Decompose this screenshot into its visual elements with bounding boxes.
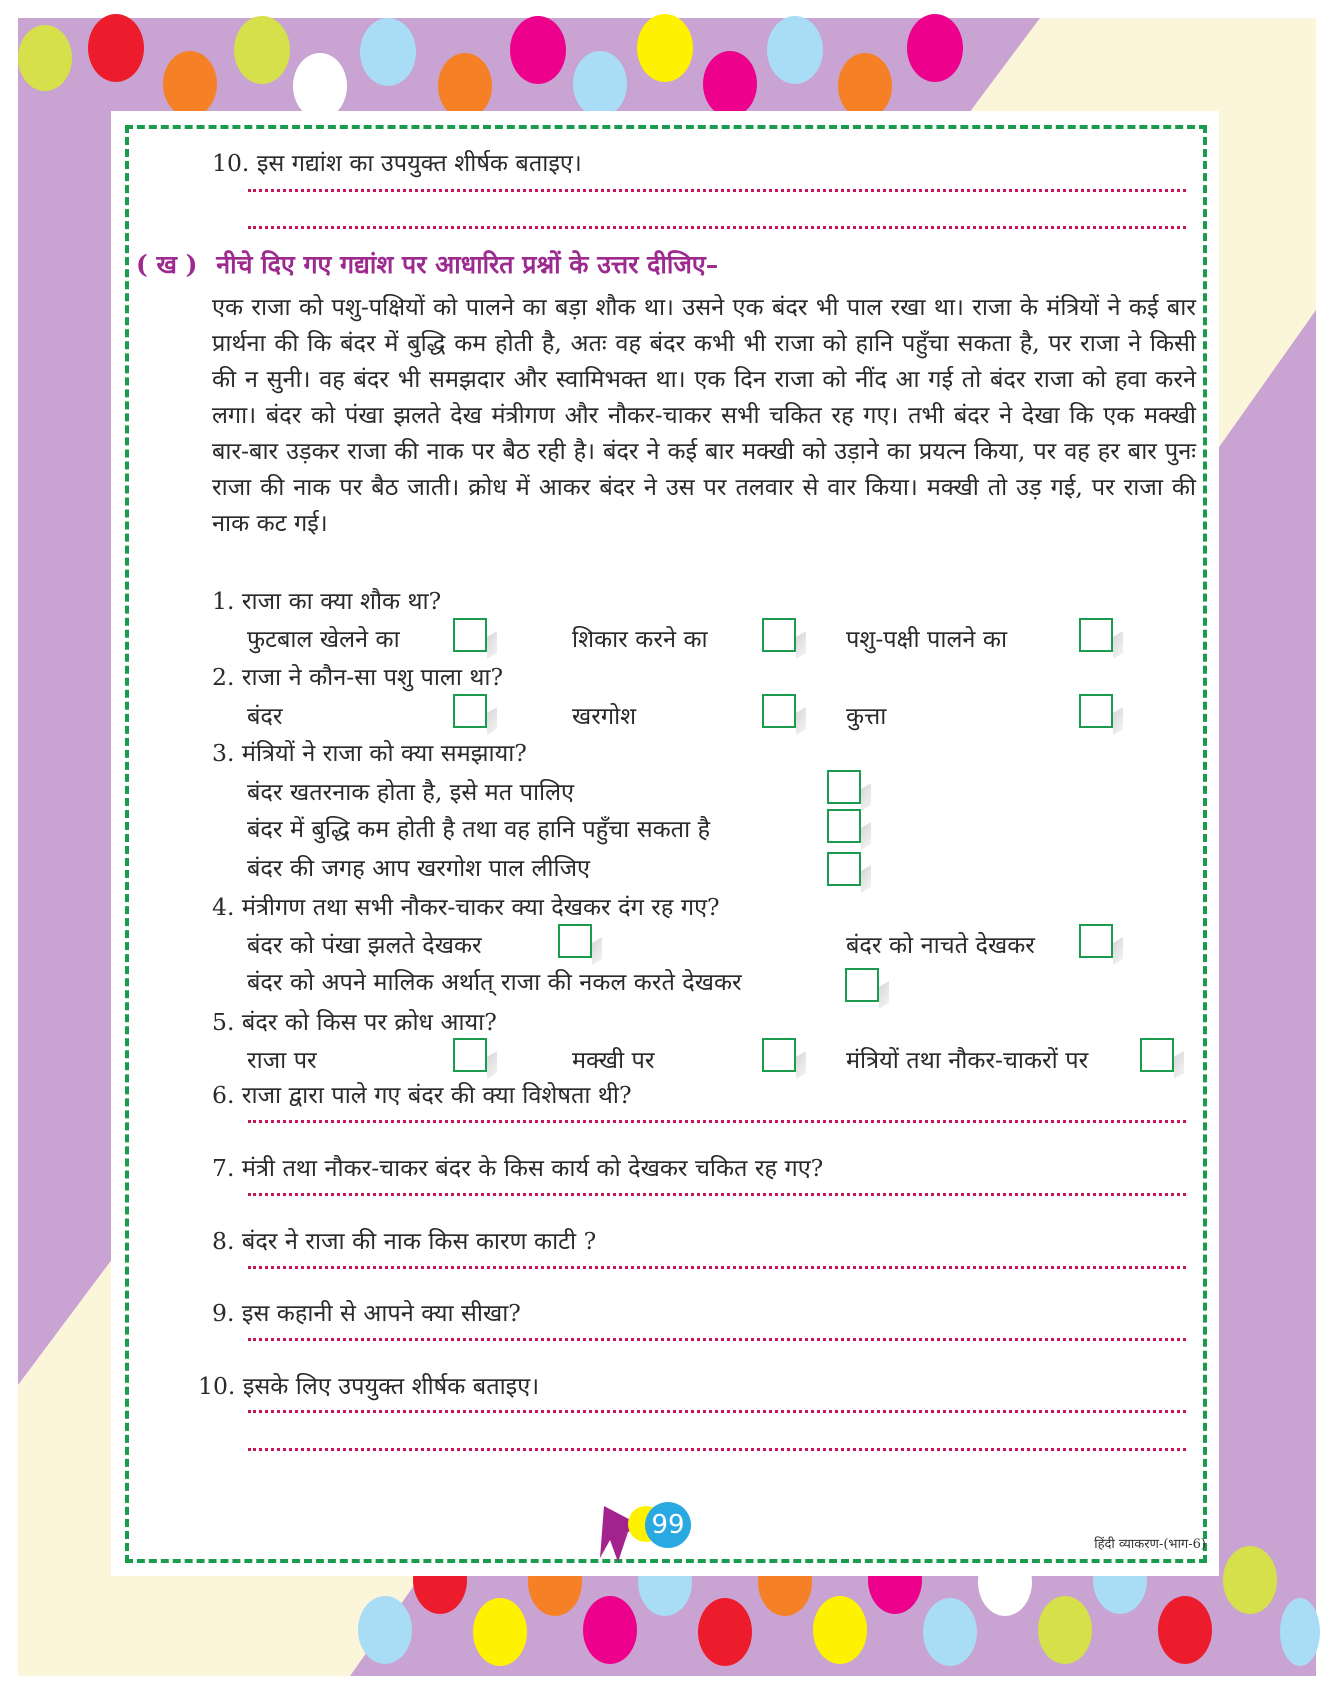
question-text: बंदर ने राजा की नाक किस कारण काटी ? (241, 1227, 597, 1255)
q4-option-2-checkbox[interactable] (1079, 924, 1113, 958)
q2-option-3-checkbox[interactable] (1079, 694, 1113, 728)
q3-option-1-checkbox[interactable] (827, 770, 861, 804)
q5-option-1: राजा पर (247, 1046, 317, 1074)
question-number: 1. (212, 587, 235, 615)
answer-line[interactable] (248, 1410, 1186, 1413)
answer-line[interactable] (248, 1338, 1186, 1341)
q3-option-3: बंदर की जगह आप खरगोश पाल लीजिए (247, 854, 591, 882)
question-6 (212, 1080, 632, 1110)
section-marker: ( ख ) (136, 250, 198, 279)
q4-option-3-checkbox[interactable] (845, 968, 879, 1002)
answer-line[interactable] (248, 189, 1186, 192)
section-title: नीचे दिए गए गद्यांश पर आधारित प्रश्नों के उत्तर दीजिए– (216, 250, 719, 279)
question-9 (212, 1298, 521, 1328)
section-heading (136, 249, 718, 281)
answer-line[interactable] (248, 226, 1186, 229)
question-3 (212, 738, 527, 768)
question-text: बंदर को किस पर क्रोध आया? (241, 1008, 497, 1036)
q2-option-2-checkbox[interactable] (762, 694, 796, 728)
question-8 (212, 1226, 596, 1256)
question-text: मंत्रीगण तथा सभी नौकर-चाकर क्या देखकर दंग रह गए? (241, 893, 720, 921)
question-text: इस गद्यांश का उपयुक्त शीर्षक बताइए। (256, 149, 582, 177)
question-text: मंत्रियों ने राजा को क्या समझाया? (241, 739, 527, 767)
q4-option-1-checkbox[interactable] (558, 924, 592, 958)
passage: एक राजा को पशु-पक्षियों को पालने का बड़ा शौक था। उसने एक बंदर भी पाल रखा था। राजा के मंत्रियों ने कई बार प्रार्थना की कि बंदर में बुद्धि कम होती है, अतः वह बंदर कभी भी राजा को हानि पहुँचा सकता है, पर राजा ने किसी की न सुनी। वह बंदर भी समझदार और स्वामिभक्त था। एक दिन राजा को नींद आ गई तो बंदर राजा को हवा करने लगा। बंदर को पंखा झलते देख मंत्रीगण और नौकर-चाकर सभी चकित रह गए। तभी बंदर ने देखा कि एक मक्खी बार-बार उड़कर राजा की नाक पर बैठ रही है। बंदर ने कई बार मक्खी को उड़ाने का प्रयत्न किया, पर वह हर बार पुनः राजा की नाक पर बैठ जाती। क्रोध में आकर बंदर ने उस पर तलवार से वार किया। मक्खी तो उड़ गई, पर राजा की नाक कट गई। (212, 293, 1196, 537)
question-number: 9. (212, 1299, 235, 1327)
question-text: राजा ने कौन-सा पशु पाला था? (241, 663, 504, 691)
q3-option-3-checkbox[interactable] (827, 852, 861, 886)
question-number: 3. (212, 739, 235, 767)
question-text: इसके लिए उपयुक्त शीर्षक बताइए। (242, 1372, 540, 1400)
question-text: राजा का क्या शौक था? (241, 587, 442, 615)
answer-line[interactable] (248, 1266, 1186, 1269)
question-7 (212, 1153, 823, 1183)
question-5 (212, 1007, 497, 1037)
q5-option-2-checkbox[interactable] (762, 1038, 796, 1072)
q1-option-3-checkbox[interactable] (1079, 618, 1113, 652)
answer-line[interactable] (248, 1448, 1186, 1451)
q2-option-1: बंदर (247, 702, 283, 730)
q5-option-3-checkbox[interactable] (1140, 1038, 1174, 1072)
answer-line[interactable] (248, 1193, 1186, 1196)
prev-question (212, 148, 582, 178)
question-number: 4. (212, 893, 235, 921)
footer-book-title: हिंदी व्याकरण-(भाग-6) (1094, 1537, 1206, 1552)
q5-option-3: मंत्रियों तथा नौकर-चाकरों पर (846, 1046, 1089, 1074)
q1-option-3: पशु-पक्षी पालने का (846, 625, 1008, 653)
question-text: मंत्री तथा नौकर-चाकर बंदर के किस कार्य को देखकर चकित रह गए? (241, 1154, 824, 1182)
question-number: 5. (212, 1008, 235, 1036)
question-number: 2. (212, 663, 235, 691)
question-number: 8. (212, 1227, 235, 1255)
q1-option-2: शिकार करने का (572, 625, 708, 653)
q4-option-2: बंदर को नाचते देखकर (846, 931, 1035, 959)
question-2 (212, 662, 503, 692)
question-1 (212, 586, 441, 616)
q2-option-2: खरगोश (572, 702, 637, 730)
q3-option-1: बंदर खतरनाक होता है, इसे मत पालिए (247, 778, 575, 806)
q1-option-1: फुटबाल खेलने का (247, 625, 400, 653)
question-4 (212, 892, 720, 922)
q1-option-1-checkbox[interactable] (453, 618, 487, 652)
q4-option-3: बंदर को अपने मालिक अर्थात् राजा की नकल करते देखकर (247, 968, 742, 996)
q2-option-1-checkbox[interactable] (453, 694, 487, 728)
q4-option-1: बंदर को पंखा झलते देखकर (247, 931, 482, 959)
question-10 (198, 1371, 539, 1401)
question-number: 10. (212, 149, 250, 177)
q1-option-2-checkbox[interactable] (762, 618, 796, 652)
question-number: 7. (212, 1154, 235, 1182)
question-text: राजा द्वारा पाले गए बंदर की क्या विशेषता थी? (241, 1081, 632, 1109)
answer-line[interactable] (248, 1120, 1186, 1123)
q5-option-1-checkbox[interactable] (453, 1038, 487, 1072)
page-number: 99 (645, 1502, 691, 1548)
q5-option-2: मक्खी पर (572, 1046, 655, 1074)
question-number: 6. (212, 1081, 235, 1109)
q2-option-3: कुत्ता (846, 702, 887, 730)
question-number: 10. (198, 1372, 236, 1400)
question-text: इस कहानी से आपने क्या सीखा? (241, 1299, 521, 1327)
q3-option-2: बंदर में बुद्धि कम होती है तथा वह हानि पहुँचा सकता है (247, 815, 711, 843)
q3-option-2-checkbox[interactable] (827, 809, 861, 843)
